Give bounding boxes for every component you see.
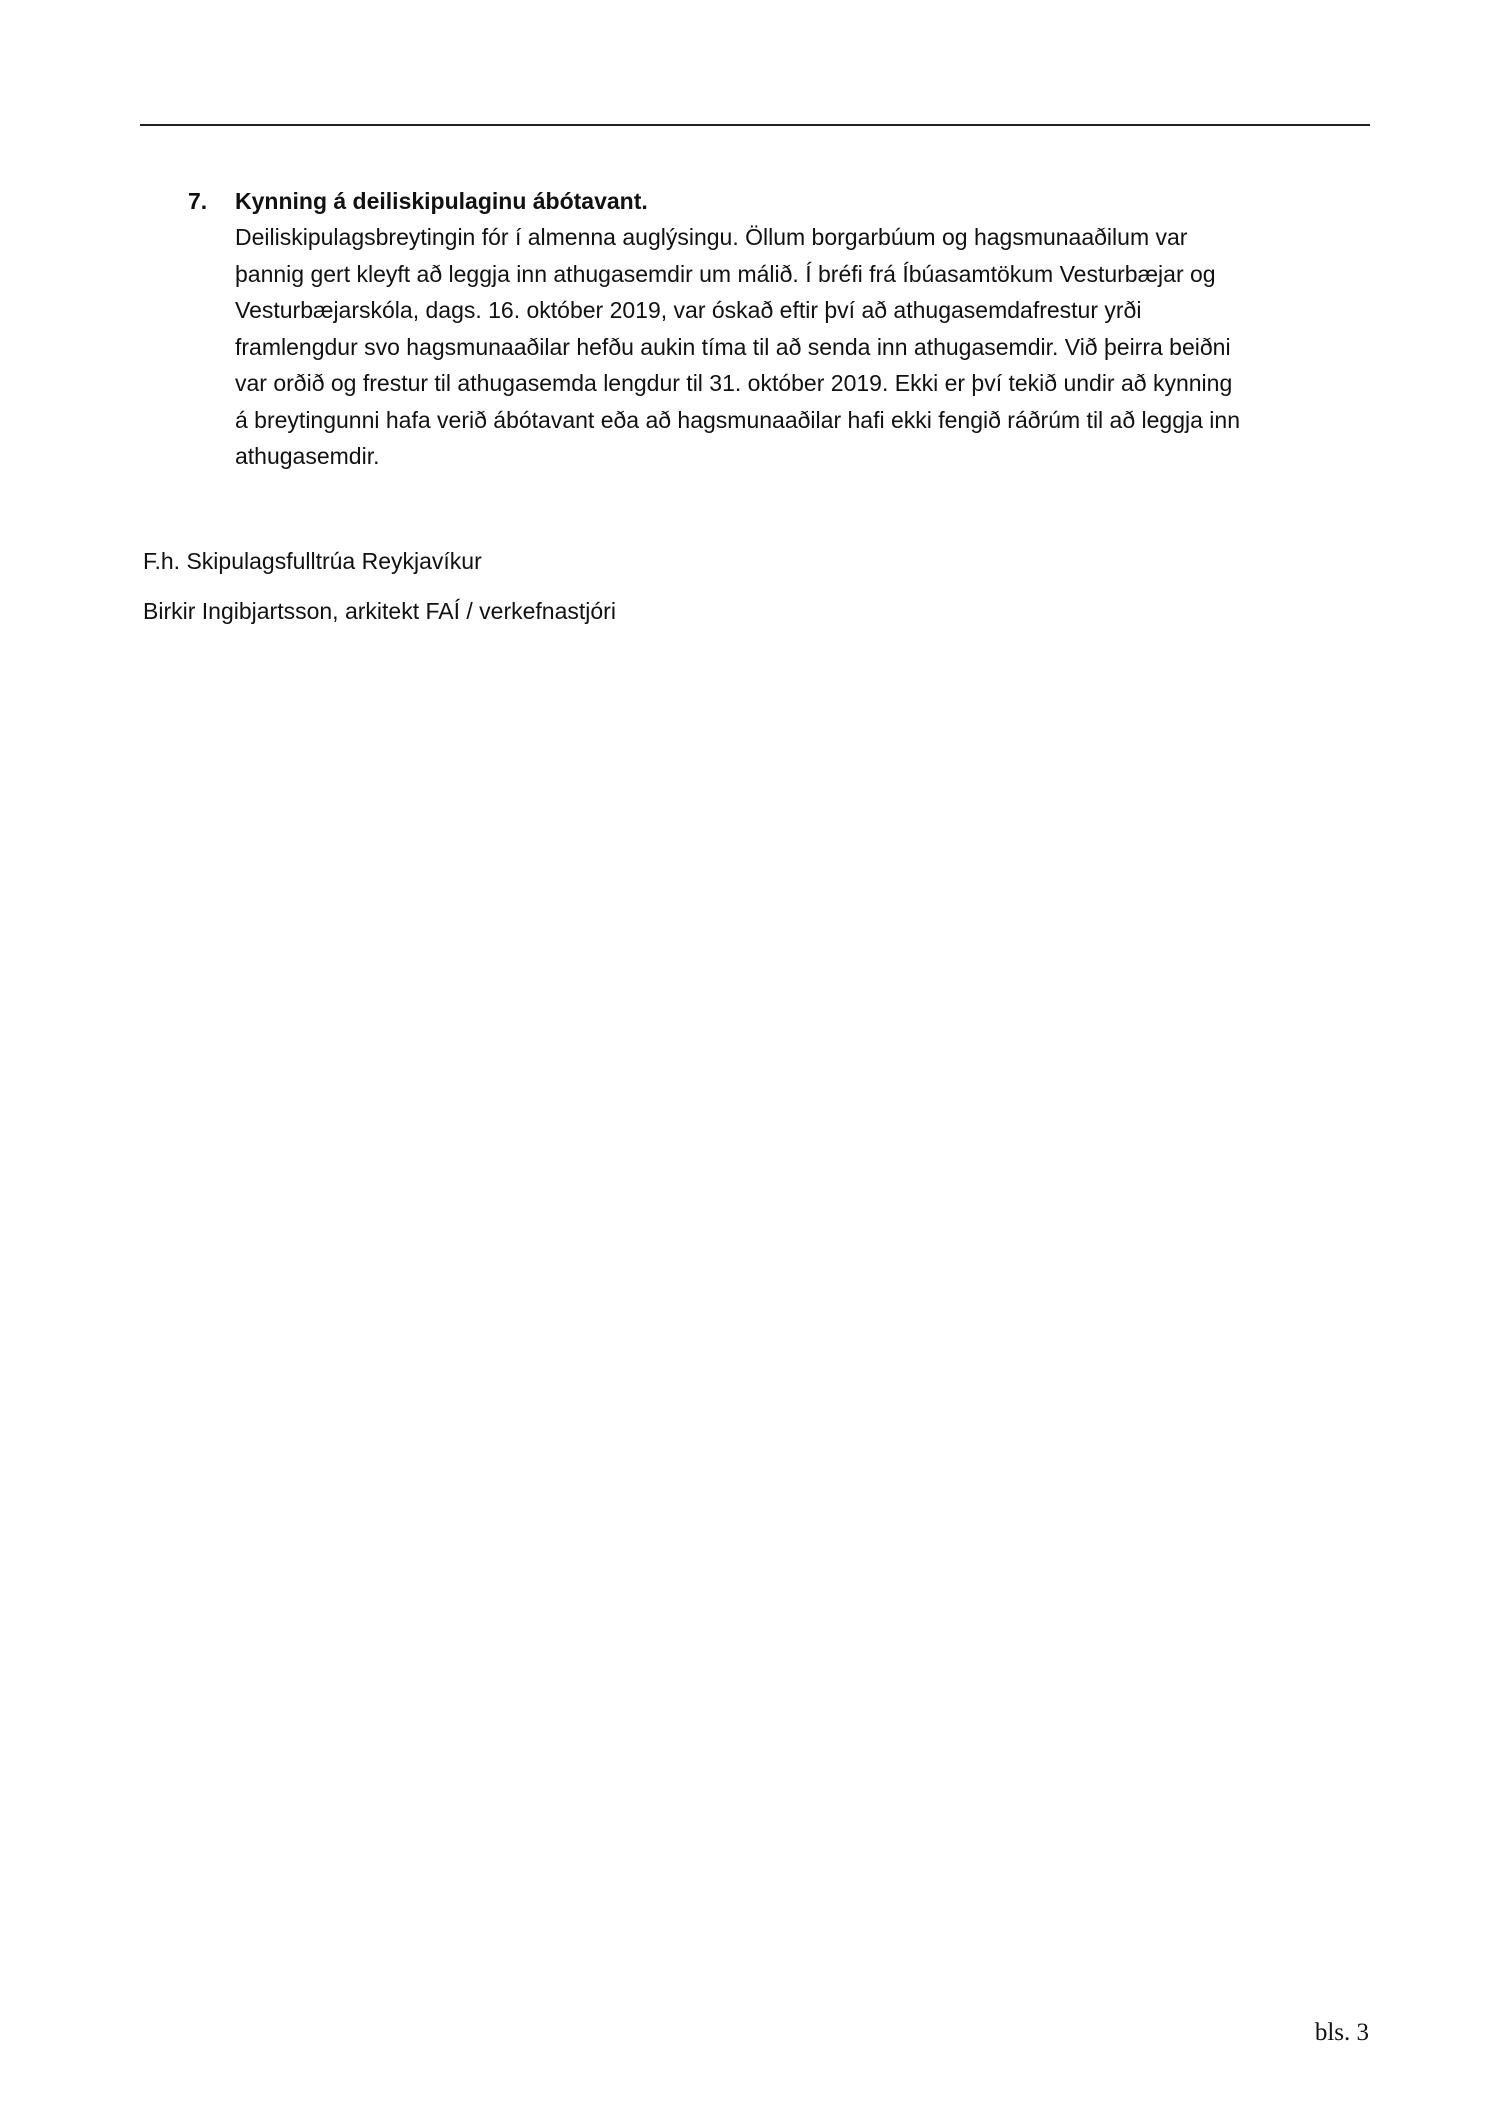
- paragraph-line: Deiliskipulagsbreytingin fór í almenna auglýsingu. Öllum borgarbúum og hagsmunaaðilum var: [235, 224, 1188, 250]
- page-number: bls. 3: [1314, 2019, 1369, 2046]
- signature-on-behalf-of: F.h. Skipulagsfulltrúa Reykjavíkur: [143, 548, 482, 574]
- paragraph-line: Vesturbæjarskóla, dags. 16. október 2019, var óskað eftir því að athugasemdafrestur yrði: [235, 297, 1142, 323]
- section-heading: Kynning á deiliskipulaginu ábótavant.: [235, 188, 648, 214]
- header-divider: [140, 124, 1370, 126]
- paragraph-line: á breytingunni hafa verið ábótavant eða að hagsmunaaðilar hafi ekki fengið ráðrúm til að leggja inn: [235, 406, 1240, 433]
- signature-name-title: Birkir Ingibjartsson, arkitekt FAÍ / verkefnastjóri: [143, 598, 616, 624]
- paragraph-line: var orðið og frestur til athugasemda lengdur til 31. október 2019. Ekki er því tekið undir að kynning: [235, 370, 1233, 396]
- paragraph-line: framlengdur svo hagsmunaaðilar hefðu aukin tíma til að senda inn athugasemdir. Við þeirra beiðni: [235, 333, 1231, 360]
- paragraph-line: þannig gert kleyft að leggja inn athugasemdir um málið. Í bréfi frá Íbúasamtökum Vesturbæjar og: [235, 260, 1216, 287]
- section-body: [235, 183, 1370, 475]
- paragraph-line: athugasemdir.: [235, 443, 380, 469]
- section-number: 7.: [188, 188, 208, 214]
- signature-block: [143, 543, 1043, 643]
